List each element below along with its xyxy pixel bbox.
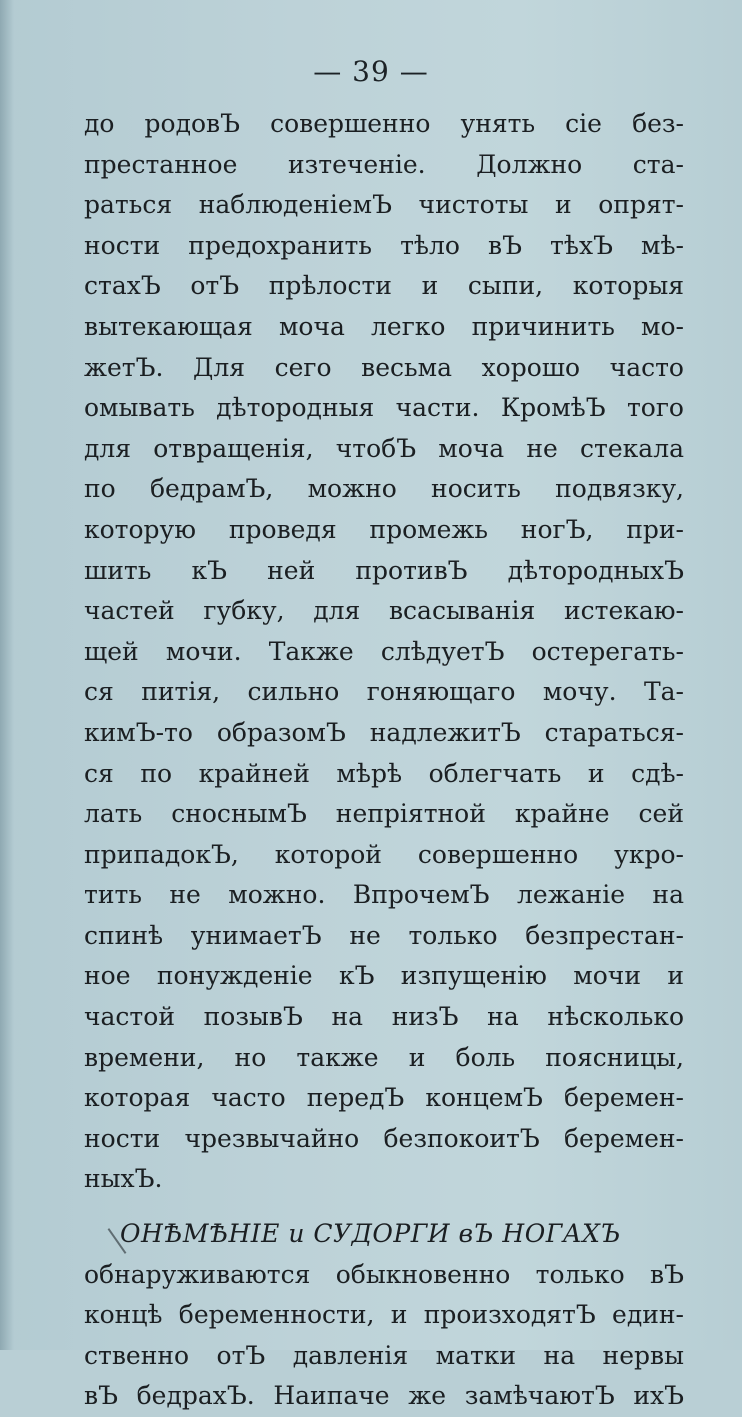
text-line: ное понужденіе кЪ изпущенію мочи и bbox=[84, 961, 684, 991]
text-line: лать сноснымЪ непріятной крайне сей bbox=[84, 799, 684, 829]
text-line: частей губку, для всасыванія истекаю- bbox=[84, 596, 684, 626]
text-line: ся по крайней мѣрѣ облегчать и сдѣ- bbox=[84, 758, 684, 788]
paragraph-1 bbox=[84, 104, 684, 1200]
page-gutter-shadow bbox=[0, 0, 14, 1350]
text-line: припадокЪ, которой совершенно укро- bbox=[84, 839, 684, 869]
text-line: омывать дѣтородныя части. КромѣЪ того bbox=[84, 393, 684, 423]
text-line: кимЪ-то образомЪ надлежитЪ стараться- bbox=[84, 717, 684, 747]
text-line: ности предохранить тѣло вЪ тѣхЪ мѣ- bbox=[84, 230, 684, 260]
paragraph-2 bbox=[84, 1214, 684, 1417]
text-line: обнаруживаются обыкновенно только вЪ bbox=[84, 1259, 684, 1289]
section-heading: ОНѢМѢНІЕ и СУДОРГИ вЪ НОГАХЪ bbox=[120, 1219, 621, 1249]
text-line: концѣ беременности, и произходятЪ един- bbox=[84, 1300, 684, 1330]
text-line: раться наблюденіемЪ чистоты и опрят- bbox=[84, 190, 684, 220]
text-line: вытекающая моча легко причинить мо- bbox=[84, 311, 684, 341]
text-line: спинѣ унимаетЪ не только безпрестан- bbox=[84, 920, 684, 950]
text-line: частой позывЪ на низЪ на нѣсколько bbox=[84, 1002, 684, 1032]
text-line: щей мочи. Также слѣдуетЪ остерегать- bbox=[84, 636, 684, 666]
text-line: жетЪ. Для сего весьма хорошо часто bbox=[84, 352, 684, 382]
text-line: времени, но также и боль поясницы, bbox=[84, 1042, 684, 1072]
text-line: ся питія, сильно гоняющаго мочу. Та- bbox=[84, 677, 684, 707]
text-line: до родовЪ совершенно унять сіе без- bbox=[84, 109, 684, 138]
paragraph-gap bbox=[84, 1200, 684, 1214]
text-line: которая часто передЪ концемЪ беремен- bbox=[84, 1083, 684, 1113]
text-line: шить кЪ ней противЪ дѣтородныхЪ bbox=[84, 555, 684, 585]
page-number: — 39 — bbox=[313, 55, 429, 88]
text-line: ныхЪ. bbox=[84, 1164, 163, 1194]
text-line: по бедрамЪ, можно носить подвязку, bbox=[84, 474, 684, 504]
text-line: ственно отЪ давленія матки на нервы bbox=[84, 1340, 684, 1370]
text-line: вЪ бедрахЪ. Наипаче же замѣчаютЪ ихЪ bbox=[84, 1381, 684, 1411]
text-line: стахЪ отЪ прѣлости и сыпи, которыя bbox=[84, 271, 684, 301]
page-text bbox=[84, 104, 684, 1417]
text-line: ности чрезвычайно безпокоитЪ беремен- bbox=[84, 1123, 684, 1153]
text-line: тить не можно. ВпрочемЪ лежаніе на bbox=[84, 880, 684, 910]
text-line: которую проведя промежь ногЪ, при- bbox=[84, 514, 684, 544]
text-line: престанное изтеченіе. Должно ста- bbox=[84, 149, 684, 179]
text-line: для отвращенія, чтобЪ моча не стекала bbox=[84, 433, 684, 463]
